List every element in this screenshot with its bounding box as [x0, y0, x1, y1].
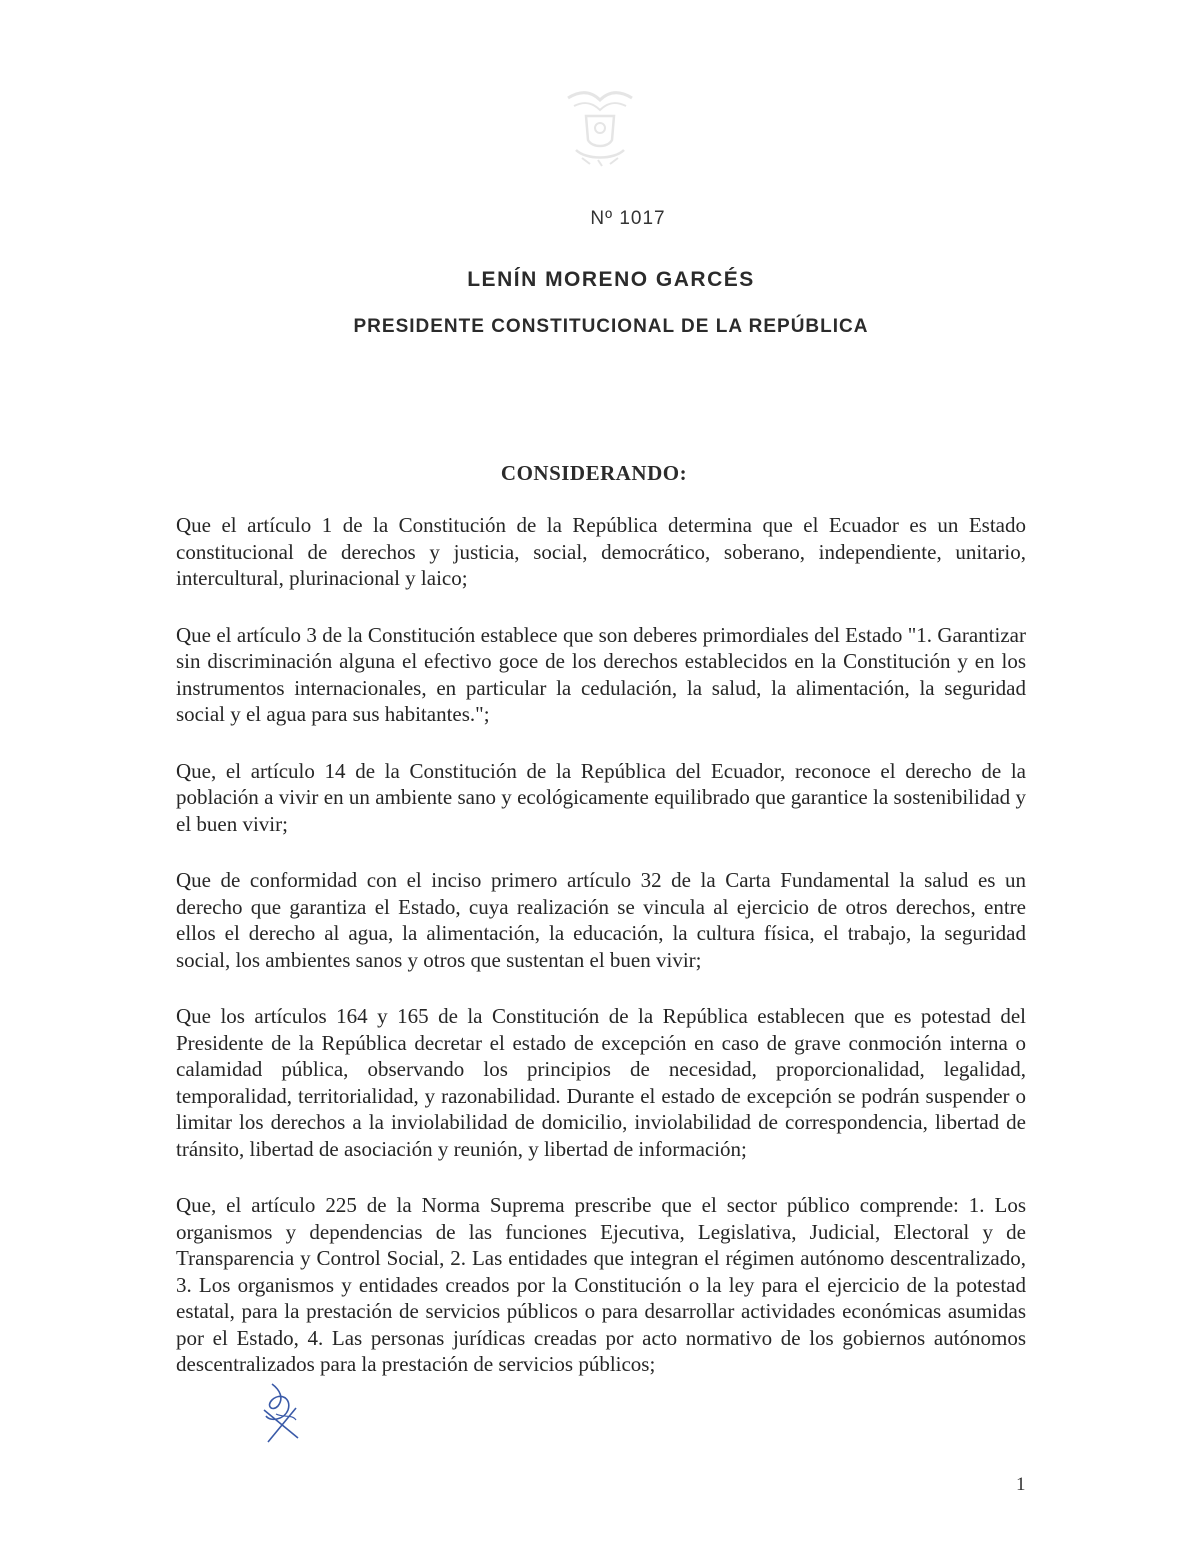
paragraph: Que de conformidad con el inciso primero artículo 32 de la Carta Fundamental la salud es un derecho que garantiza el Estado, cuya realización se vincula al ejercicio de otros derechos, entre ellos el derecho al agua, la alimentación, la educación, la cultura física, el trabajo, la seguridad social, los ambientes sanos y otros que sustentan el buen vivir; — [176, 868, 1026, 972]
paragraph: Que, el artículo 14 de la Constitución de la República del Ecuador, reconoce el derecho de la población a vivir en un ambiente sano y ecológicamente equilibrado que garantice la sostenibilidad y el buen vivir; — [176, 758, 1026, 836]
paragraph: Que el artículo 3 de la Constitución establece que son deberes primordiales del Estado "1. Garantizar sin discriminación alguna el efectivo goce de los derechos establecidos en la Constitución y en los instrumentos internacionales, en particular la cedulación, la salud, la alimentación, la seguridad social y el agua para sus habitantes."; — [176, 622, 1026, 726]
president-office: PRESIDENTE CONSTITUCIONAL DE LA REPÚBLICA — [353, 316, 869, 337]
president-name: LENÍN MORENO GARCÉS — [467, 268, 755, 291]
page-number: 1 — [1016, 1474, 1026, 1495]
decree-number: Nº 1017 — [590, 208, 666, 229]
paragraph: Que, el artículo 225 de la Norma Suprema prescribe que el sector público comprende: 1. Los organismos y dependencias de las funciones Ejecutiva, Legislativa, Judicial, Electoral y de Transparencia y Control Social, 2. Las entidades que integran el régimen autónomo descentralizado, 3. Los organismos y entidades creados por la Constitución o la ley para el ejercicio de la potestad estatal, para la prestación de servicios públicos o para desarrollar actividades económicas asumidas por el Estado, 4. Las personas jurídicas creadas por acto normativo de los gobiernos autónomos descentralizados para la prestación de servicios públicos; — [176, 1193, 1026, 1376]
handwritten-initial — [258, 1380, 304, 1446]
paragraph: Que el artículo 1 de la Constitución de la República determina que el Ecuador es un Estado constitucional de derechos y justicia, social, democrático, soberano, independiente, unitario, intercultural, plurinacional y laico; — [176, 513, 1026, 590]
paragraph: Que los artículos 164 y 165 de la Constitución de la República establecen que es potestad del Presidente de la República decretar el estado de excepción en caso de grave conmoción interna o calamidad pública, observando los principios de necesidad, proporcionalidad, legalidad, temporalidad, territorialidad, y razonabilidad. Durante el estado de excepción se podrán suspender o limitar los derechos a la inviolabilidad de domicilio, inviolabilidad de correspondencia, libertad de tránsito, libertad de asociación y reunión, y libertad de información; — [176, 1004, 1026, 1161]
considering-heading: CONSIDERANDO: — [500, 461, 688, 485]
coat-of-arms-seal — [562, 84, 638, 168]
document-body — [176, 512, 1026, 1378]
